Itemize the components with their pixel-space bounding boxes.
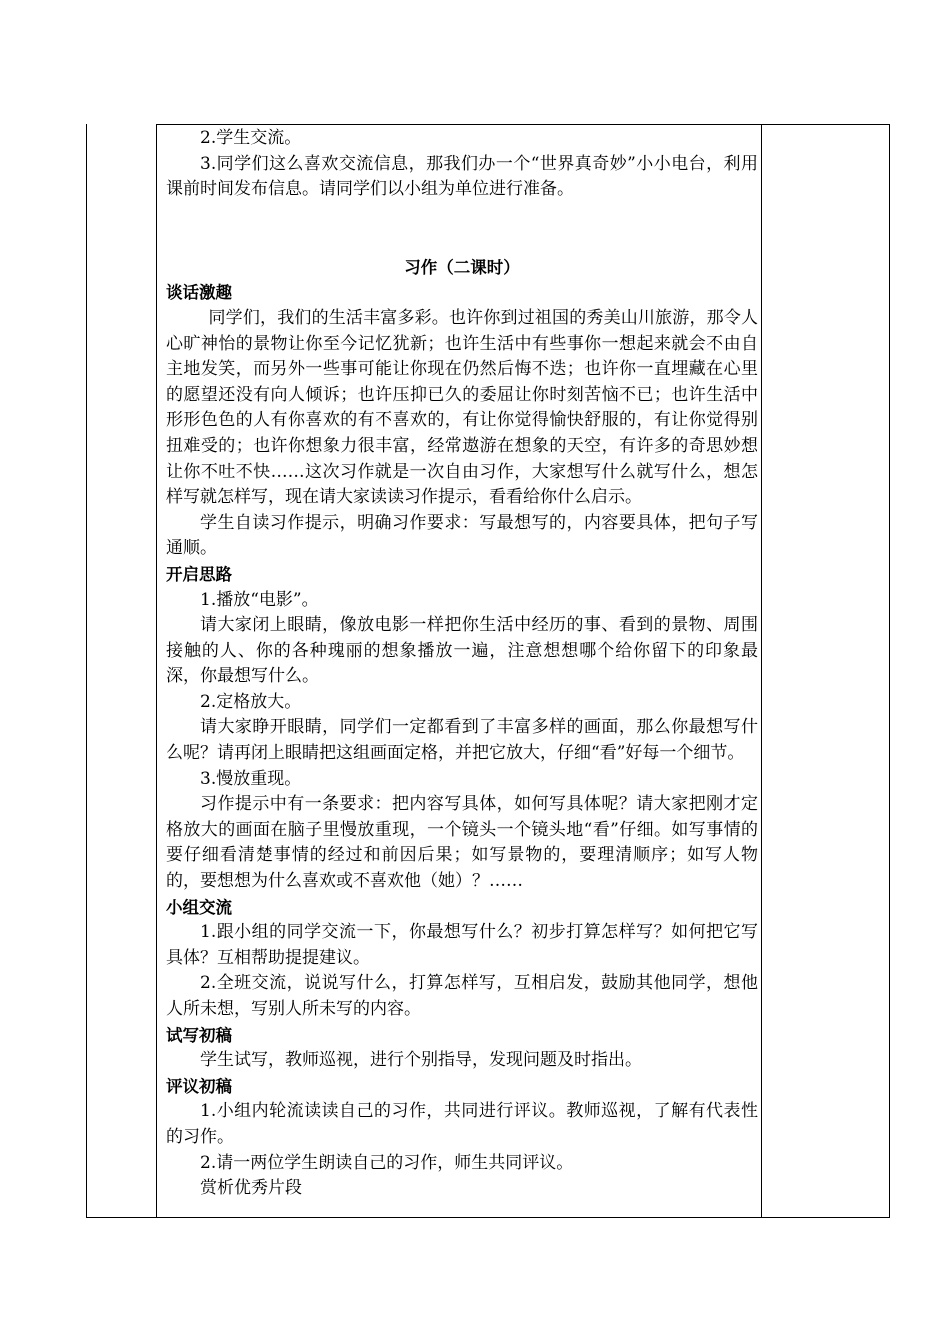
paragraph: 学生自读习作提示，明确习作要求：写最想写的，内容要具体，把句子写通顺。 [166,512,758,559]
section-heading: 小组交流 [166,897,232,917]
paragraph: 2.学生交流。 [200,128,302,148]
table-top-border-right [761,124,890,125]
paragraph: 2.全班交流，说说写什么，打算怎样写，互相启发，鼓励其他同学，想他人所未想，写别人所未写的内容。 [166,973,758,1019]
paragraph: 3.慢放重现。 [200,768,302,789]
paragraph: 同学们，我们的生活丰富多彩。也许你到过祖国的秀美山川旅游，那令人心旷神怡的景物让你至今记忆犹新；也许生活中有些事你一想起来就会不由自主地发笑，而另外一些事可能让你现在仍然后悔不迭；也许你一直埋藏在心里的愿望还没有向人倾诉；也许压抑已久的委屈让你时刻苦恼不已；也许生活中形形色色的人有你喜欢的有不喜欢的，有让你觉得愉快舒服的，有让你觉得别扭难受的；也许你想象力很丰富，经常遨游在想象的天空，有许多的奇思妙想让你不吐不快……这次习作就是一次自由习作，大家想写什么就写什么，想怎样写就怎样写，现在请大家读读习作提示，看看给你什么启示。 [166,307,758,508]
table-top-border-middle [156,124,762,125]
paragraph: 1.播放“电影”。 [200,589,319,610]
paragraph: 赏析优秀片段 [200,1178,302,1199]
table-column-divider-right [761,124,762,1218]
paragraph: 请大家闭上眼睛，像放电影一样把你生活中经历的事、看到的景物、周围接触的人、你的各种瑰丽的想象播放一遍，注意想想哪个给你留下的印象最深，你最想写什么。 [166,615,758,687]
section-title: 习作（二课时） [404,257,520,277]
paragraph: 3.同学们这么喜欢交流信息，那我们办一个“世界真奇妙”小小电台，利用课前时间发布信息。请同学们以小组为单位进行准备。 [166,153,758,200]
section-heading: 开启思路 [166,564,232,584]
paragraph: 2.请一两位学生朗读自己的习作，师生共同评议。 [200,1152,574,1173]
paragraph: 习作提示中有一条要求：把内容写具体，如何写具体呢？请大家把刚才定格放大的画面在脑子里慢放重现，一个镜头一个镜头地“看”仔细。如写事情的要仔细看清楚事情的经过和前因后果；如写景物的，要理清顺序；如写人物的，要想想为什么喜欢或不喜欢他（她）？…… [166,794,758,892]
section-heading: 评议初稿 [166,1076,232,1096]
paragraph: 1.跟小组的同学交流一下，你最想写什么？初步打算怎样写？如何把它写具体？互相帮助提提建议。 [166,922,758,968]
lesson-plan-content [166,126,758,1202]
paragraph: 学生试写，教师巡视，进行个别指导，发现问题及时指出。 [200,1050,642,1071]
paragraph: 请大家睁开眼睛，同学们一定都看到了丰富多样的画面，那么你最想写什么呢？请再闭上眼睛把这组画面定格，并把它放大，仔细“看”好每一个细节。 [166,717,758,764]
table-column-divider-left [156,124,157,1218]
section-heading: 谈话激趣 [166,283,232,303]
paragraph: 2.定格放大。 [200,691,302,712]
paragraph: 1.小组内轮流读读自己的习作，共同进行评议。教师巡视，了解有代表性的习作。 [166,1101,758,1147]
section-heading: 试写初稿 [166,1025,232,1045]
